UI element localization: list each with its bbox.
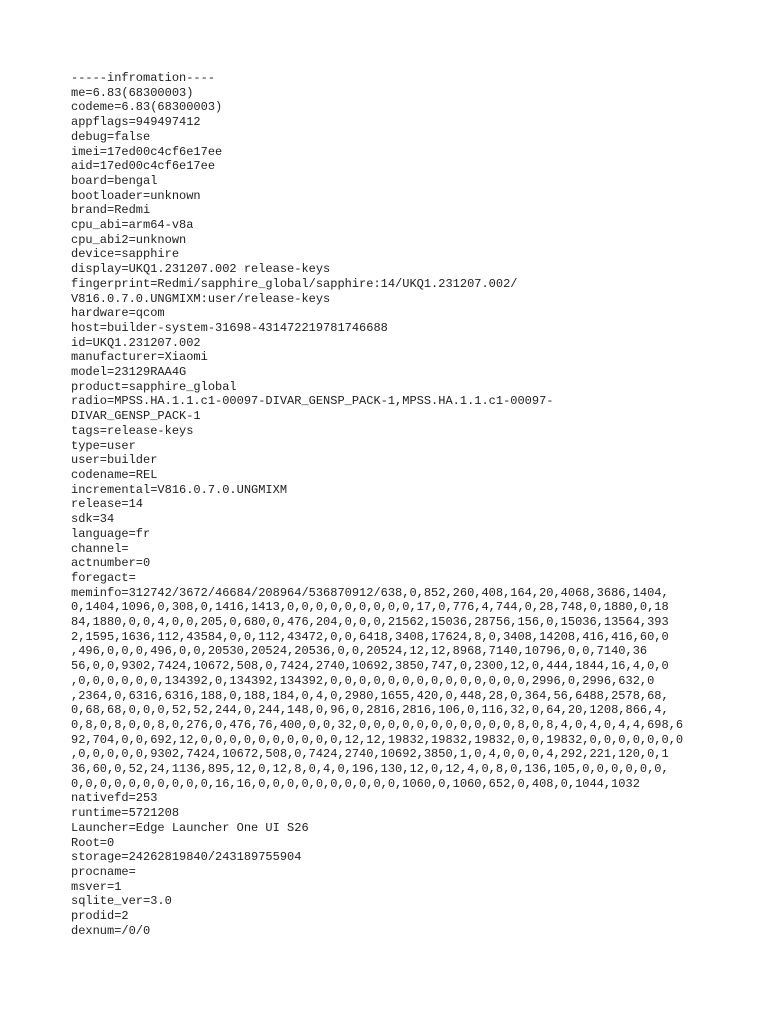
log-line: 0,68,68,0,0,0,52,52,244,0,244,148,0,96,0,2816,2816,106,0,116,32,0,64,20,1208,866,4, xyxy=(71,703,669,718)
log-line: actnumber=0 xyxy=(71,556,151,571)
log-line: imei=17ed00c4cf6e17ee xyxy=(71,144,223,159)
log-line: nativefd=253 xyxy=(71,791,158,806)
log-line: ,2364,0,6316,6316,188,0,188,184,0,4,0,2980,1655,420,0,448,28,0,364,56,6488,2578,68, xyxy=(71,688,669,703)
log-line: ,0,0,0,0,0,0,134392,0,134392,134392,0,0,0,0,0,0,0,0,0,0,0,0,0,0,2996,0,2996,632,0 xyxy=(71,673,655,688)
log-line: user=builder xyxy=(71,453,158,468)
log-line: aid=17ed00c4cf6e17ee xyxy=(71,159,216,174)
log-line: DIVAR_GENSP_PACK-1 xyxy=(71,409,201,424)
log-line: type=user xyxy=(71,438,136,453)
log-line: debug=false xyxy=(71,129,151,144)
log-line: V816.0.7.0.UNGMIXM:user/release-keys xyxy=(71,291,331,306)
log-line: id=UKQ1.231207.002 xyxy=(71,335,201,350)
log-line: language=fr xyxy=(71,526,151,541)
log-line: manufacturer=Xiaomi xyxy=(71,350,208,365)
log-line: -----infromation---- xyxy=(71,71,216,85)
log-line: 84,1880,0,0,4,0,0,205,0,680,0,476,204,0,0,0,21562,15036,28756,156,0,15036,13564,393 xyxy=(71,615,669,630)
log-line: runtime=5721208 xyxy=(71,806,180,821)
log-line: board=bengal xyxy=(71,173,158,188)
log-line: sdk=34 xyxy=(71,512,115,527)
log-line: msver=1 xyxy=(71,879,122,894)
log-line: appflags=949497412 xyxy=(71,115,201,130)
log-line: ,0,0,0,0,0,9302,7424,10672,508,0,7424,2740,10692,3850,1,0,4,0,0,0,4,292,221,120,0,1 xyxy=(71,747,669,762)
log-line: prodid=2 xyxy=(71,909,129,924)
log-line: procname= xyxy=(71,864,136,879)
log-line: host=builder-system-31698-431472219781746688 xyxy=(71,320,388,335)
log-line: hardware=qcom xyxy=(71,306,165,321)
log-line: foregact= xyxy=(71,570,136,585)
log-line: 0,8,0,8,0,0,8,0,276,0,476,76,400,0,0,32,0,0,0,0,0,0,0,0,0,0,0,8,0,8,4,0,4,0,4,4,698,6 xyxy=(71,717,684,732)
log-line: release=14 xyxy=(71,497,144,512)
log-line: Launcher=Edge Launcher One UI S26 xyxy=(71,820,309,835)
log-line: 0,1404,1096,0,308,0,1416,1413,0,0,0,0,0,0,0,0,0,17,0,776,4,744,0,28,748,0,1880,0,18 xyxy=(71,600,669,615)
log-line: codeme=6.83(68300003) xyxy=(71,100,223,115)
log-line: 92,704,0,0,692,12,0,0,0,0,0,0,0,0,0,0,12,12,19832,19832,19832,0,0,19832,0,0,0,0,0,0,0 xyxy=(71,732,684,747)
log-line: codename=REL xyxy=(71,467,158,482)
log-line: 2,1595,1636,112,43584,0,0,112,43472,0,0,6418,3408,17624,8,0,3408,14208,416,416,60,0 xyxy=(71,629,669,644)
log-line: dexnum=/0/0 xyxy=(71,923,151,938)
log-line: brand=Redmi xyxy=(71,203,151,218)
log-line: tags=release-keys xyxy=(71,423,194,438)
log-line: channel= xyxy=(71,541,129,556)
log-line: radio=MPSS.HA.1.1.c1-00097-DIVAR_GENSP_PACK-1,MPSS.HA.1.1.c1-00097- xyxy=(71,394,554,409)
log-line: fingerprint=Redmi/sapphire_global/sapphire:14/UKQ1.231207.002/ xyxy=(71,276,518,291)
log-line: sqlite_ver=3.0 xyxy=(71,894,172,909)
log-line: 0,0,0,0,0,0,0,0,0,0,16,16,0,0,0,0,0,0,0,0,0,0,1060,0,1060,652,0,408,0,1044,1032 xyxy=(71,776,640,791)
log-line: meminfo=312742/3672/46684/208964/536870912/638,0,852,260,408,164,20,4068,3686,1404, xyxy=(71,585,669,600)
log-line: me=6.83(68300003) xyxy=(71,85,194,100)
log-line: bootloader=unknown xyxy=(71,188,201,203)
log-line: 36,60,0,52,24,1136,895,12,0,12,8,0,4,0,196,130,12,0,12,4,0,8,0,136,105,0,0,0,0,0,0, xyxy=(71,762,669,777)
log-line: incremental=V816.0.7.0.UNGMIXM xyxy=(71,482,288,497)
log-line: model=23129RAA4G xyxy=(71,365,187,380)
log-line: cpu_abi=arm64-v8a xyxy=(71,218,194,233)
log-line: ,496,0,0,0,496,0,0,20530,20524,20536,0,0,20524,12,12,8968,7140,10796,0,0,7140,36 xyxy=(71,644,648,659)
information-log xyxy=(71,71,701,938)
log-line: product=sapphire_global xyxy=(71,379,237,394)
log-line: display=UKQ1.231207.002 release-keys xyxy=(71,262,331,277)
log-line: cpu_abi2=unknown xyxy=(71,232,187,247)
log-line: Root=0 xyxy=(71,835,115,850)
log-line: 56,0,0,9302,7424,10672,508,0,7424,2740,10692,3850,747,0,2300,12,0,444,1844,16,4,0,0 xyxy=(71,659,669,674)
log-line: device=sapphire xyxy=(71,247,180,262)
log-line: storage=24262819840/243189755904 xyxy=(71,850,302,865)
